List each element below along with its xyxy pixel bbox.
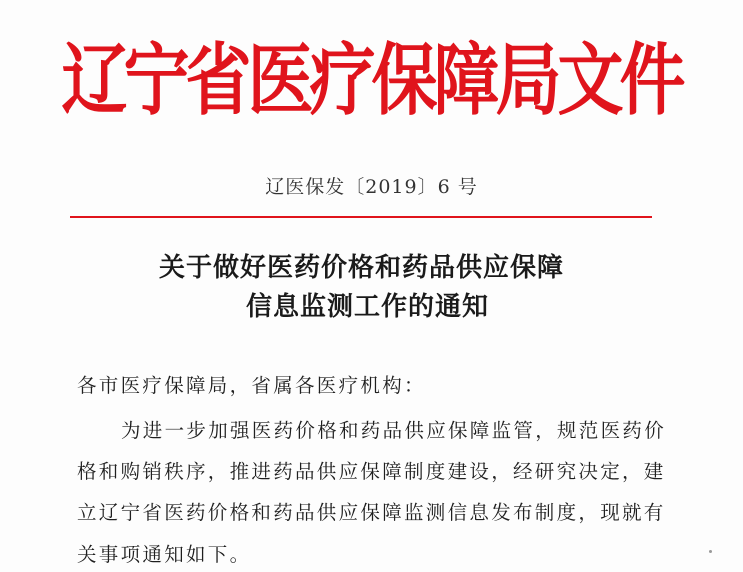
document-masthead: 辽宁省医疗保障局文件 xyxy=(61,34,682,126)
body-line-2: 格和购销秩序，推进药品供应保障制度建设，经研究决定，建 xyxy=(77,460,666,483)
document-title-line-1: 关于做好医药价格和药品供应保障 xyxy=(158,253,564,283)
scan-speck xyxy=(709,550,712,553)
body-line-4: 关事项通知如下。 xyxy=(77,543,252,566)
salutation: 各市医疗保障局，省属各医疗机构： xyxy=(77,374,426,397)
document-number: 辽医保发〔2019〕6 号 xyxy=(265,176,478,198)
red-divider-line xyxy=(70,216,652,218)
body-line-3: 立辽宁省医药价格和药品供应保障监测信息发布制度，现就有 xyxy=(77,501,666,524)
body-line-1: 为进一步加强医药价格和药品供应保障监管，规范医药价 xyxy=(121,419,667,442)
document-title-line-2: 信息监测工作的通知 xyxy=(245,292,489,322)
